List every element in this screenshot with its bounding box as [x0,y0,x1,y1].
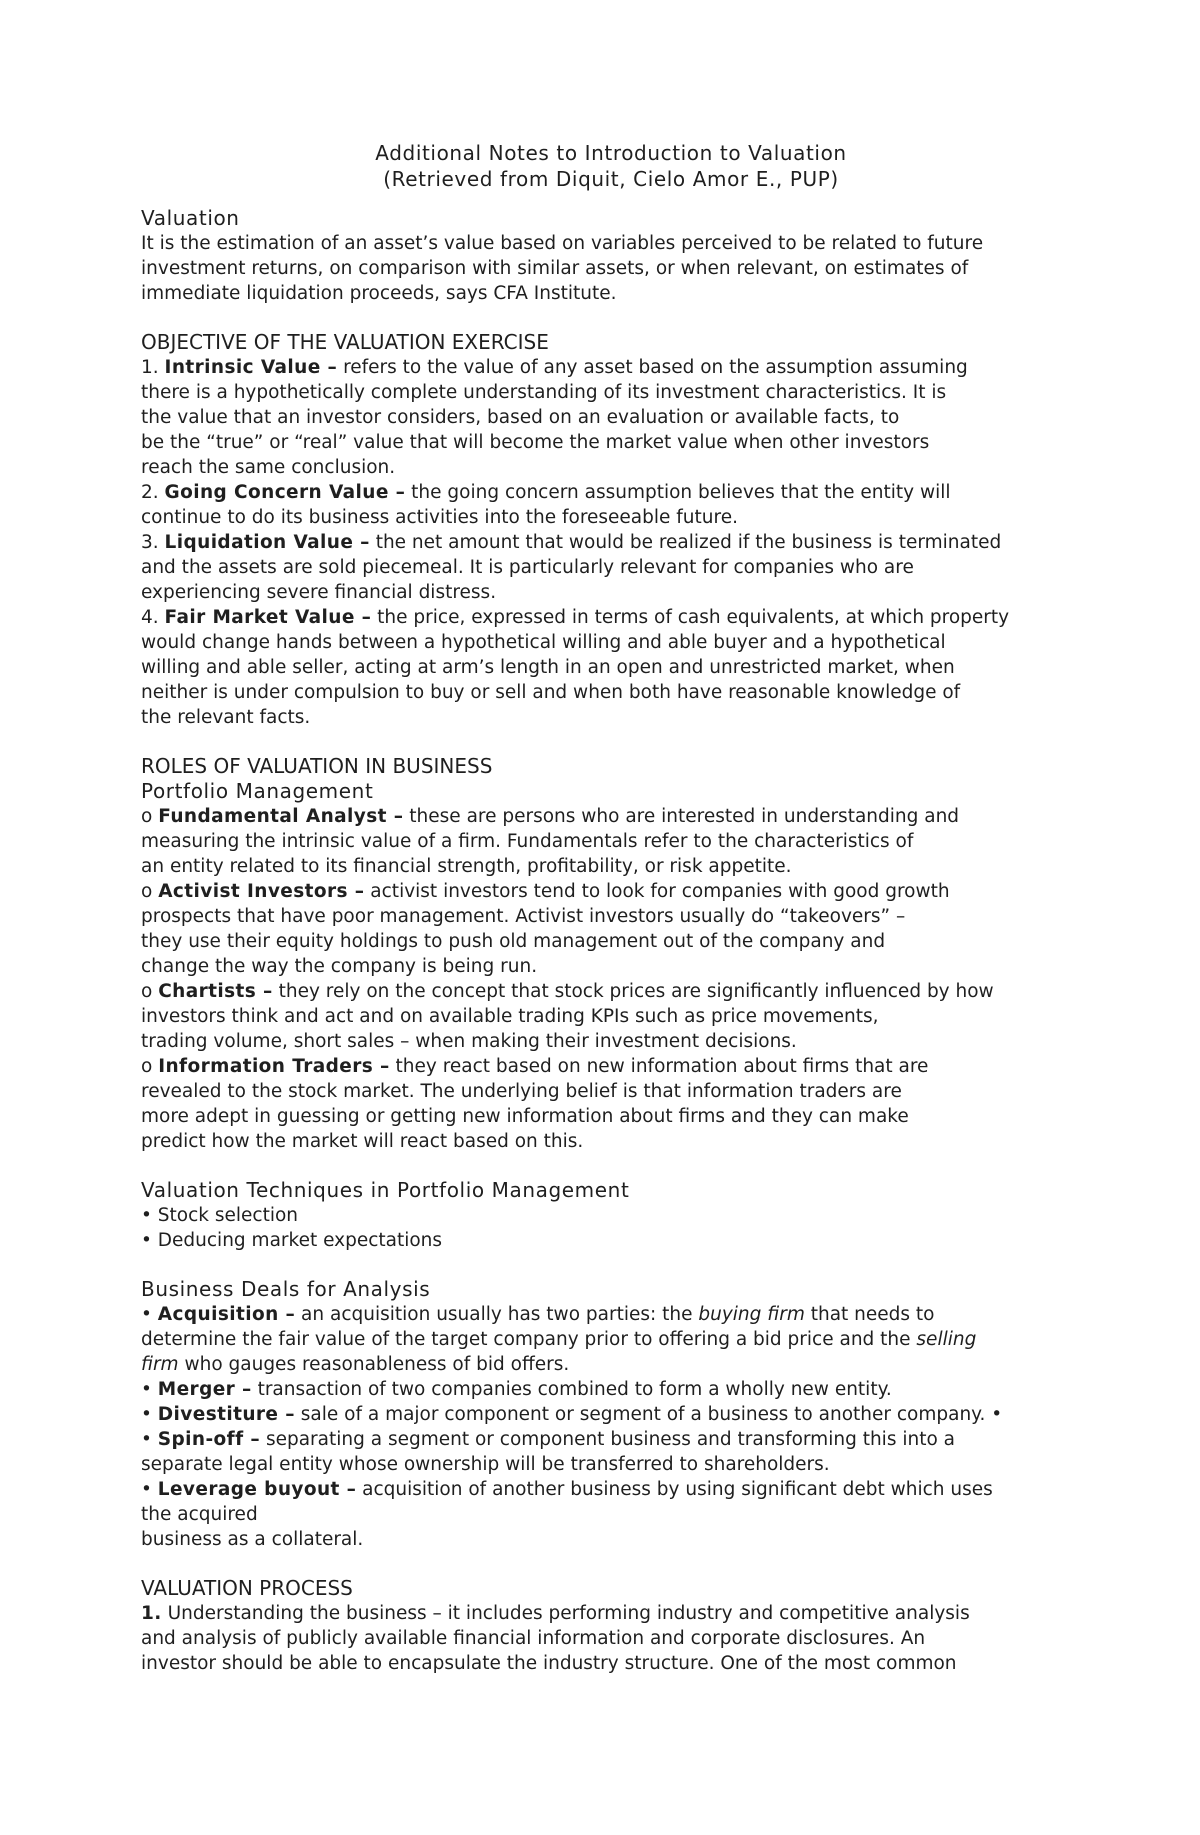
paragraph-line: reach the same conclusion. [141,457,396,478]
paragraph-line: immediate liquidation proceeds, says CFA Institute. [141,283,617,304]
paragraph-line: neither is under compulsion to buy or sell and when both have reasonable knowledge of [141,682,961,703]
process-heading: VALUATION PROCESS [141,1576,353,1600]
paragraph-line: investor should be able to encapsulate the industry structure. One of the most common [141,1653,957,1674]
paragraph-line: continue to do its business activities into the foreseeable future. [141,507,738,528]
paragraph-line: trading volume, short sales – when making their investment decisions. [141,1031,797,1052]
term: Intrinsic Value – [164,357,338,378]
roles-heading: ROLES OF VALUATION IN BUSINESS [141,754,493,778]
paragraph-line: the relevant facts. [141,707,311,728]
paragraph-line: would change hands between a hypothetical willing and able buyer and a hypothetical [141,632,946,653]
paragraph-line: be the “true” or “real” value that will become the market value when other investors [141,432,930,453]
term: Liquidation Value – [164,532,370,553]
paragraph-line: more adept in guessing or getting new information about firms and they can make [141,1106,909,1127]
paragraph-line: and the assets are sold piecemeal. It is particularly relevant for companies who are [141,557,914,578]
term: Spin-off – [157,1429,261,1450]
list-item: 1. Intrinsic Value – refers to the value of any asset based on the assumption assuming [141,357,968,378]
paragraph-line: separate legal entity whose ownership will be transferred to shareholders. [141,1454,830,1475]
list-item: 3. Liquidation Value – the net amount that would be realized if the business is terminated [141,532,1002,553]
paragraph-line: firm who gauges reasonableness of bid offers. [141,1354,570,1375]
bullet-item: • Deducing market expectations [141,1230,443,1251]
list-item: • Spin-off – separating a segment or component business and transforming this into a [141,1429,955,1450]
techniques-heading: Valuation Techniques in Portfolio Management [141,1178,630,1202]
list-item: • Divestiture – sale of a major component or segment of a business to another company. • [141,1404,1003,1425]
term: Acquisition – [157,1304,296,1325]
term: Divestiture – [157,1404,295,1425]
list-item: o Fundamental Analyst – these are persons who are interested in understanding and [141,806,960,827]
paragraph-line: It is the estimation of an asset’s value based on variables perceived to be related to future [141,233,984,254]
objective-heading: OBJECTIVE OF THE VALUATION EXERCISE [141,330,549,354]
paragraph-line: an entity related to its financial strength, profitability, or risk appetite. [141,856,792,877]
paragraph-line: they use their equity holdings to push old management out of the company and [141,931,886,952]
paragraph-line: change the way the company is being run. [141,956,538,977]
paragraph-line: measuring the intrinsic value of a firm. Fundamentals refer to the characteristics of [141,831,914,852]
term: Merger – [157,1379,252,1400]
paragraph-line: business as a collateral. [141,1529,364,1550]
term: Fair Market Value – [164,607,372,628]
list-item: • Merger – transaction of two companies combined to form a wholly new entity. [141,1379,892,1400]
term: Fundamental Analyst – [158,806,404,827]
list-item: 1. Understanding the business – it includes performing industry and competitive analysis [141,1603,970,1624]
bullet-item: • Stock selection [141,1205,299,1226]
document-body [141,140,1081,1676]
portfolio-subheading: Portfolio Management [141,779,374,803]
paragraph-line: revealed to the stock market. The underlying belief is that information traders are [141,1081,902,1102]
term: Information Traders – [158,1056,390,1077]
list-item: 4. Fair Market Value – the price, expressed in terms of cash equivalents, at which property [141,607,1010,628]
paragraph-line: prospects that have poor management. Activist investors usually do “takeovers” – [141,906,906,927]
list-item: o Activist Investors – activist investors tend to look for companies with good growth [141,881,950,902]
term: Going Concern Value – [164,482,406,503]
paragraph-line: investors think and act and on available trading KPIs such as price movements, [141,1006,879,1027]
document-source: (Retrieved from Diquit, Cielo Amor E., PUP) [383,167,839,191]
term: Leverage buyout – [157,1479,357,1500]
paragraph-line: determine the fair value of the target company prior to offering a bid price and the selling [141,1329,977,1350]
paragraph-line: the acquired [141,1504,258,1525]
list-item: 2. Going Concern Value – the going concern assumption believes that the entity will [141,482,951,503]
valuation-heading: Valuation [141,206,240,230]
list-item: • Leverage buyout – acquisition of another business by using significant debt which uses [141,1479,993,1500]
list-item: • Acquisition – an acquisition usually has two parties: the buying firm that needs to [141,1304,935,1325]
paragraph-line: experiencing severe financial distress. [141,582,497,603]
document-title: Additional Notes to Introduction to Valuation [375,141,847,165]
list-item: o Chartists – they rely on the concept that stock prices are significantly influenced by how [141,981,994,1002]
paragraph-line: willing and able seller, acting at arm’s length in an open and unrestricted market, when [141,657,955,678]
list-item: o Information Traders – they react based on new information about firms that are [141,1056,929,1077]
paragraph-line: and analysis of publicly available financial information and corporate disclosures. An [141,1628,926,1649]
paragraph-line: predict how the market will react based on this. [141,1131,584,1152]
paragraph-line: investment returns, on comparison with similar assets, or when relevant, on estimates of [141,258,969,279]
paragraph-line: the value that an investor considers, based on an evaluation or available facts, to [141,407,900,428]
term: Chartists – [158,981,273,1002]
deals-heading: Business Deals for Analysis [141,1277,431,1301]
term: Activist Investors – [158,881,365,902]
paragraph-line: there is a hypothetically complete understanding of its investment characteristics. It is [141,382,947,403]
